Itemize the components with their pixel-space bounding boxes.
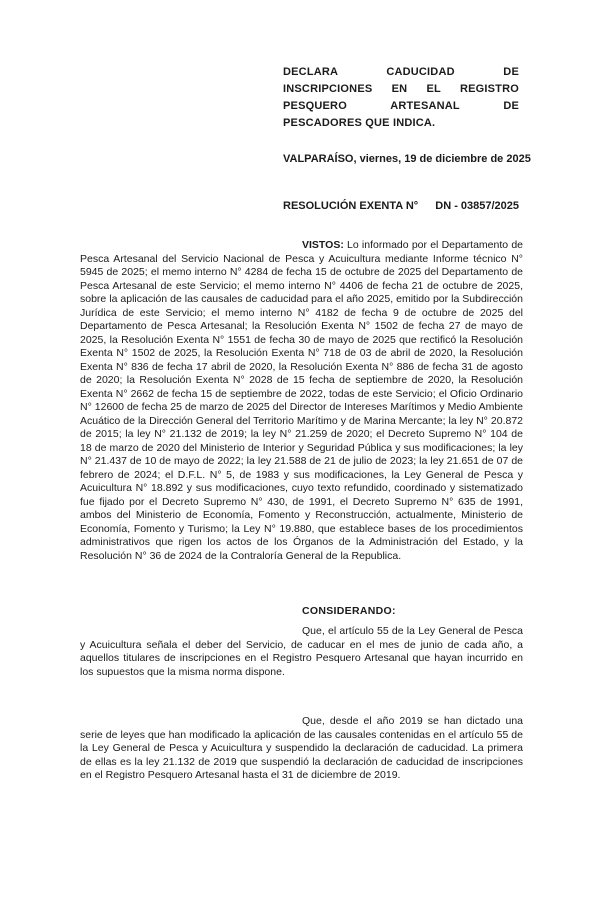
document-title: [283, 64, 519, 132]
place-name: VALPARAÍSO,: [283, 153, 357, 165]
resolution-label: RESOLUCIÓN EXENTA N°: [283, 200, 419, 212]
considerando-paragraph-1: Que, el artículo 55 de la Ley General de Pesca y Acuicultura señala el deber del Servicio, de caducar en el mes de junio de cada año, a aquellos titulares de inscripciones en el Registro Pesquero Artesanal que hayan incurrido en los supuestos que la misma norma dispone.: [80, 625, 523, 678]
date-text: viernes, 19 de diciembre de 2025: [359, 153, 531, 165]
considerando-paragraph-2: Que, desde el año 2019 se han dictado una serie de leyes que han modificado la aplicación de las causales contenidas en el artículo 55 de la Ley General de Pesca y Acuicultura y suspendido la declaración de caducidad. La primera de ellas es la ley 21.132 de 2019 que suspendió la declaración de caducidad de inscripciones en el Registro Pesquero Artesanal hasta el 31 de diciembre de 2019.: [80, 715, 523, 781]
place-date-line: [283, 153, 531, 165]
vistos-label: VISTOS:: [302, 239, 348, 251]
considerando-heading: CONSIDERANDO:: [302, 605, 396, 617]
document-title-line: INSCRIPCIONES EN EL REGISTRO: [283, 83, 519, 95]
vistos-paragraph: [80, 239, 523, 563]
document-title-line: PESCADORES QUE INDICA.: [283, 117, 436, 129]
vistos-text: Lo informado por el Departamento de Pesca Artesanal del Servicio Nacional de Pesca y Acuicultura mediante Informe técnico N° 5945 de 2025; el memo interno N° 4284 de fecha 15 de octubre de 2025 del Departamento de Pesca Artesanal de este Servicio; el memo interno N° 4406 de fecha 21 de octubre de 2025, sobre la aplicación de las causales de caducidad para el año 2025, emitido por la Subdirección Jurídica de este Servicio; el memo interno N° 4182 de fecha 9 de octubre de 2025 del Departamento de Pesca Artesanal; la Resolución Exenta N° 1502 de fecha 27 de mayo de 2025, la Resolución Exenta N° 1551 de fecha 30 de mayo de 2025 que rectificó la Resolución Exenta N° 1502 de 2025, la Resolución Exenta N° 718 de 03 de abril de 2020, la Resolución Exenta N° 836 de fecha 17 abril de 2020, la Resolución Exenta N° 886 de fecha 31 de agosto de 2020; la Resolución Exenta N° 2028 de 15 fecha de septiembre de 2020, la Resolución Exenta N° 2662 de fecha 15 de septiembre de 2022, todas de este Servicio; el Oficio Ordinario N° 12600 de fecha 25 de marzo de 2025 del Director de Intereses Marítimos y Medio Ambiente Acuático de la Dirección General del Territorio Marítimo y de Marina Mercante; la ley N° 20.872 de 2015; la ley N° 21.132 de 2019; la ley N° 21.259 de 2020; el Decreto Supremo N° 104 de 18 de marzo de 2020 del Ministerio de Interior y Seguridad Pública y sus modificaciones; la ley N° 21.437 de 10 de mayo de 2022; la ley 21.588 de 21 de julio de 2023; la ley 21.651 de 07 de febrero de 2024; el D.F.L. N° 5, de 1983 y sus modificaciones, la Ley General de Pesca y Acuicultura N° 18.892 y sus modificaciones, cuyo texto refundido, coordinado y sistematizado fue fijado por el Decreto Supremo N° 430, de 1991, el Decreto Supremo N° 635 de 1991, ambos del Ministerio de Economía, Fomento y Reconstrucción, actualmente, Ministerio de Economía, Fomento y Turismo; la Ley N° 19.880, que establece bases de los procedimientos administrativos que rigen los actos de los Órganos de la Administración del Estado, y la Resolución N° 36 de 2024 de la Contraloría General de la Republica.: [80, 239, 523, 562]
document-title-line: DECLARA CADUCIDAD DE: [283, 66, 519, 78]
resolution-line: [283, 200, 523, 212]
document-title-line: PESQUERO ARTESANAL DE: [283, 100, 519, 112]
resolution-number: DN - 03857/2025: [435, 200, 520, 212]
